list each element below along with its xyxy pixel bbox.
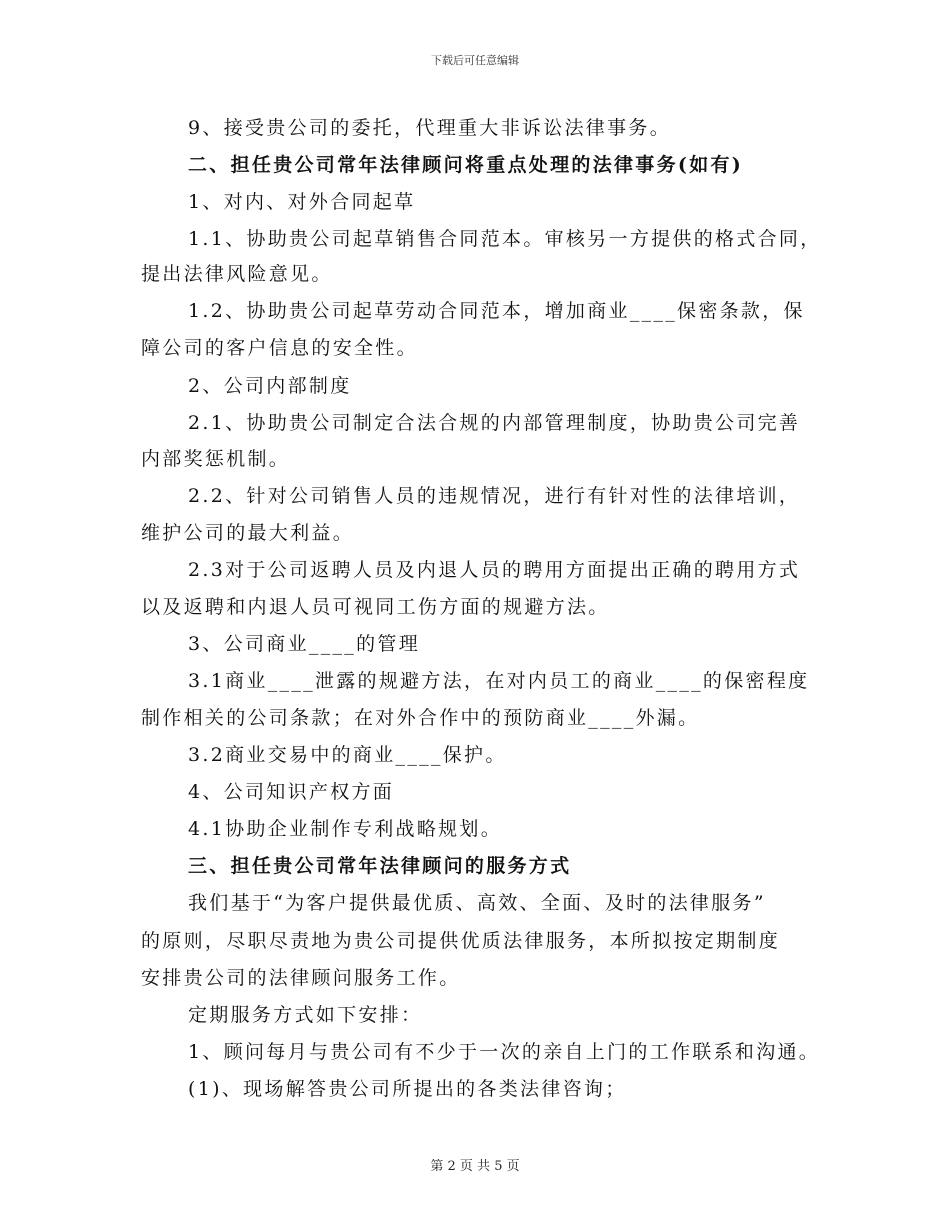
body-line: 1.1、协助贵公司起草销售合同范本。审核另一方提供的格式合同， bbox=[188, 228, 822, 250]
body-line: 的原则，尽职尽责地为贵公司提供优质法律服务，本所拟按定期制度 bbox=[141, 930, 781, 952]
body-line: 4、公司知识产权方面 bbox=[188, 781, 395, 803]
section-heading: 二、担任贵公司常年法律顾问将重点处理的法律事务(如有) bbox=[188, 154, 744, 176]
body-line: 维护公司的最大利益。 bbox=[141, 522, 355, 544]
page-number: 第 2 页 共 5 页 bbox=[430, 1159, 520, 1174]
body-line: 我们基于“为客户提供最优质、高效、全面、及时的法律服务” bbox=[188, 892, 766, 914]
body-line: 1、对内、对外合同起草 bbox=[188, 191, 416, 213]
body-line: 2、公司内部制度 bbox=[188, 375, 352, 397]
body-line: 以及返聘和内退人员可视同工伤方面的规避方法。 bbox=[141, 596, 610, 618]
body-line: 提出法律风险意见。 bbox=[141, 263, 333, 285]
body-line: 4.1协助企业制作专利战略规划。 bbox=[188, 818, 503, 840]
body-line: 2.1、协助贵公司制定合法合规的内部管理制度，协助贵公司完善 bbox=[188, 412, 801, 434]
body-line: 定期服务方式如下安排： bbox=[188, 1004, 423, 1026]
section-heading: 三、担任贵公司常年法律顾问的服务方式 bbox=[188, 855, 572, 877]
body-line: (1)、现场解答贵公司所提出的各类法律咨询； bbox=[188, 1078, 627, 1100]
body-line: 3.2商业交易中的商业____保护。 bbox=[188, 744, 507, 766]
body-line: 9、接受贵公司的委托，代理重大非诉讼法律事务。 bbox=[188, 117, 671, 139]
body-line: 2.3对于公司返聘人员及内退人员的聘用方面提出正确的聘用方式 bbox=[188, 559, 801, 581]
body-line: 内部奖惩机制。 bbox=[141, 448, 291, 470]
body-line: 1、顾问每月与贵公司有不少于一次的亲自上门的工作联系和沟通。 bbox=[188, 1041, 821, 1063]
page-header-note: 下载后可任意编辑 bbox=[431, 54, 519, 67]
body-line: 3.1商业____泄露的规避方法，在对内员工的商业____的保密程度 bbox=[188, 670, 810, 692]
body-line: 2.2、针对公司销售人员的违规情况，进行有针对性的法律培训， bbox=[188, 485, 801, 507]
body-line: 1.2、协助贵公司起草劳动合同范本，增加商业____保密条款，保 bbox=[188, 300, 805, 322]
body-line: 障公司的客户信息的安全性。 bbox=[141, 337, 418, 359]
body-line: 制作相关的公司条款；在对外合作中的预防商业____外漏。 bbox=[141, 707, 700, 729]
body-line: 3、公司商业____的管理 bbox=[188, 633, 420, 655]
body-line: 安排贵公司的法律顾问服务工作。 bbox=[141, 967, 461, 989]
